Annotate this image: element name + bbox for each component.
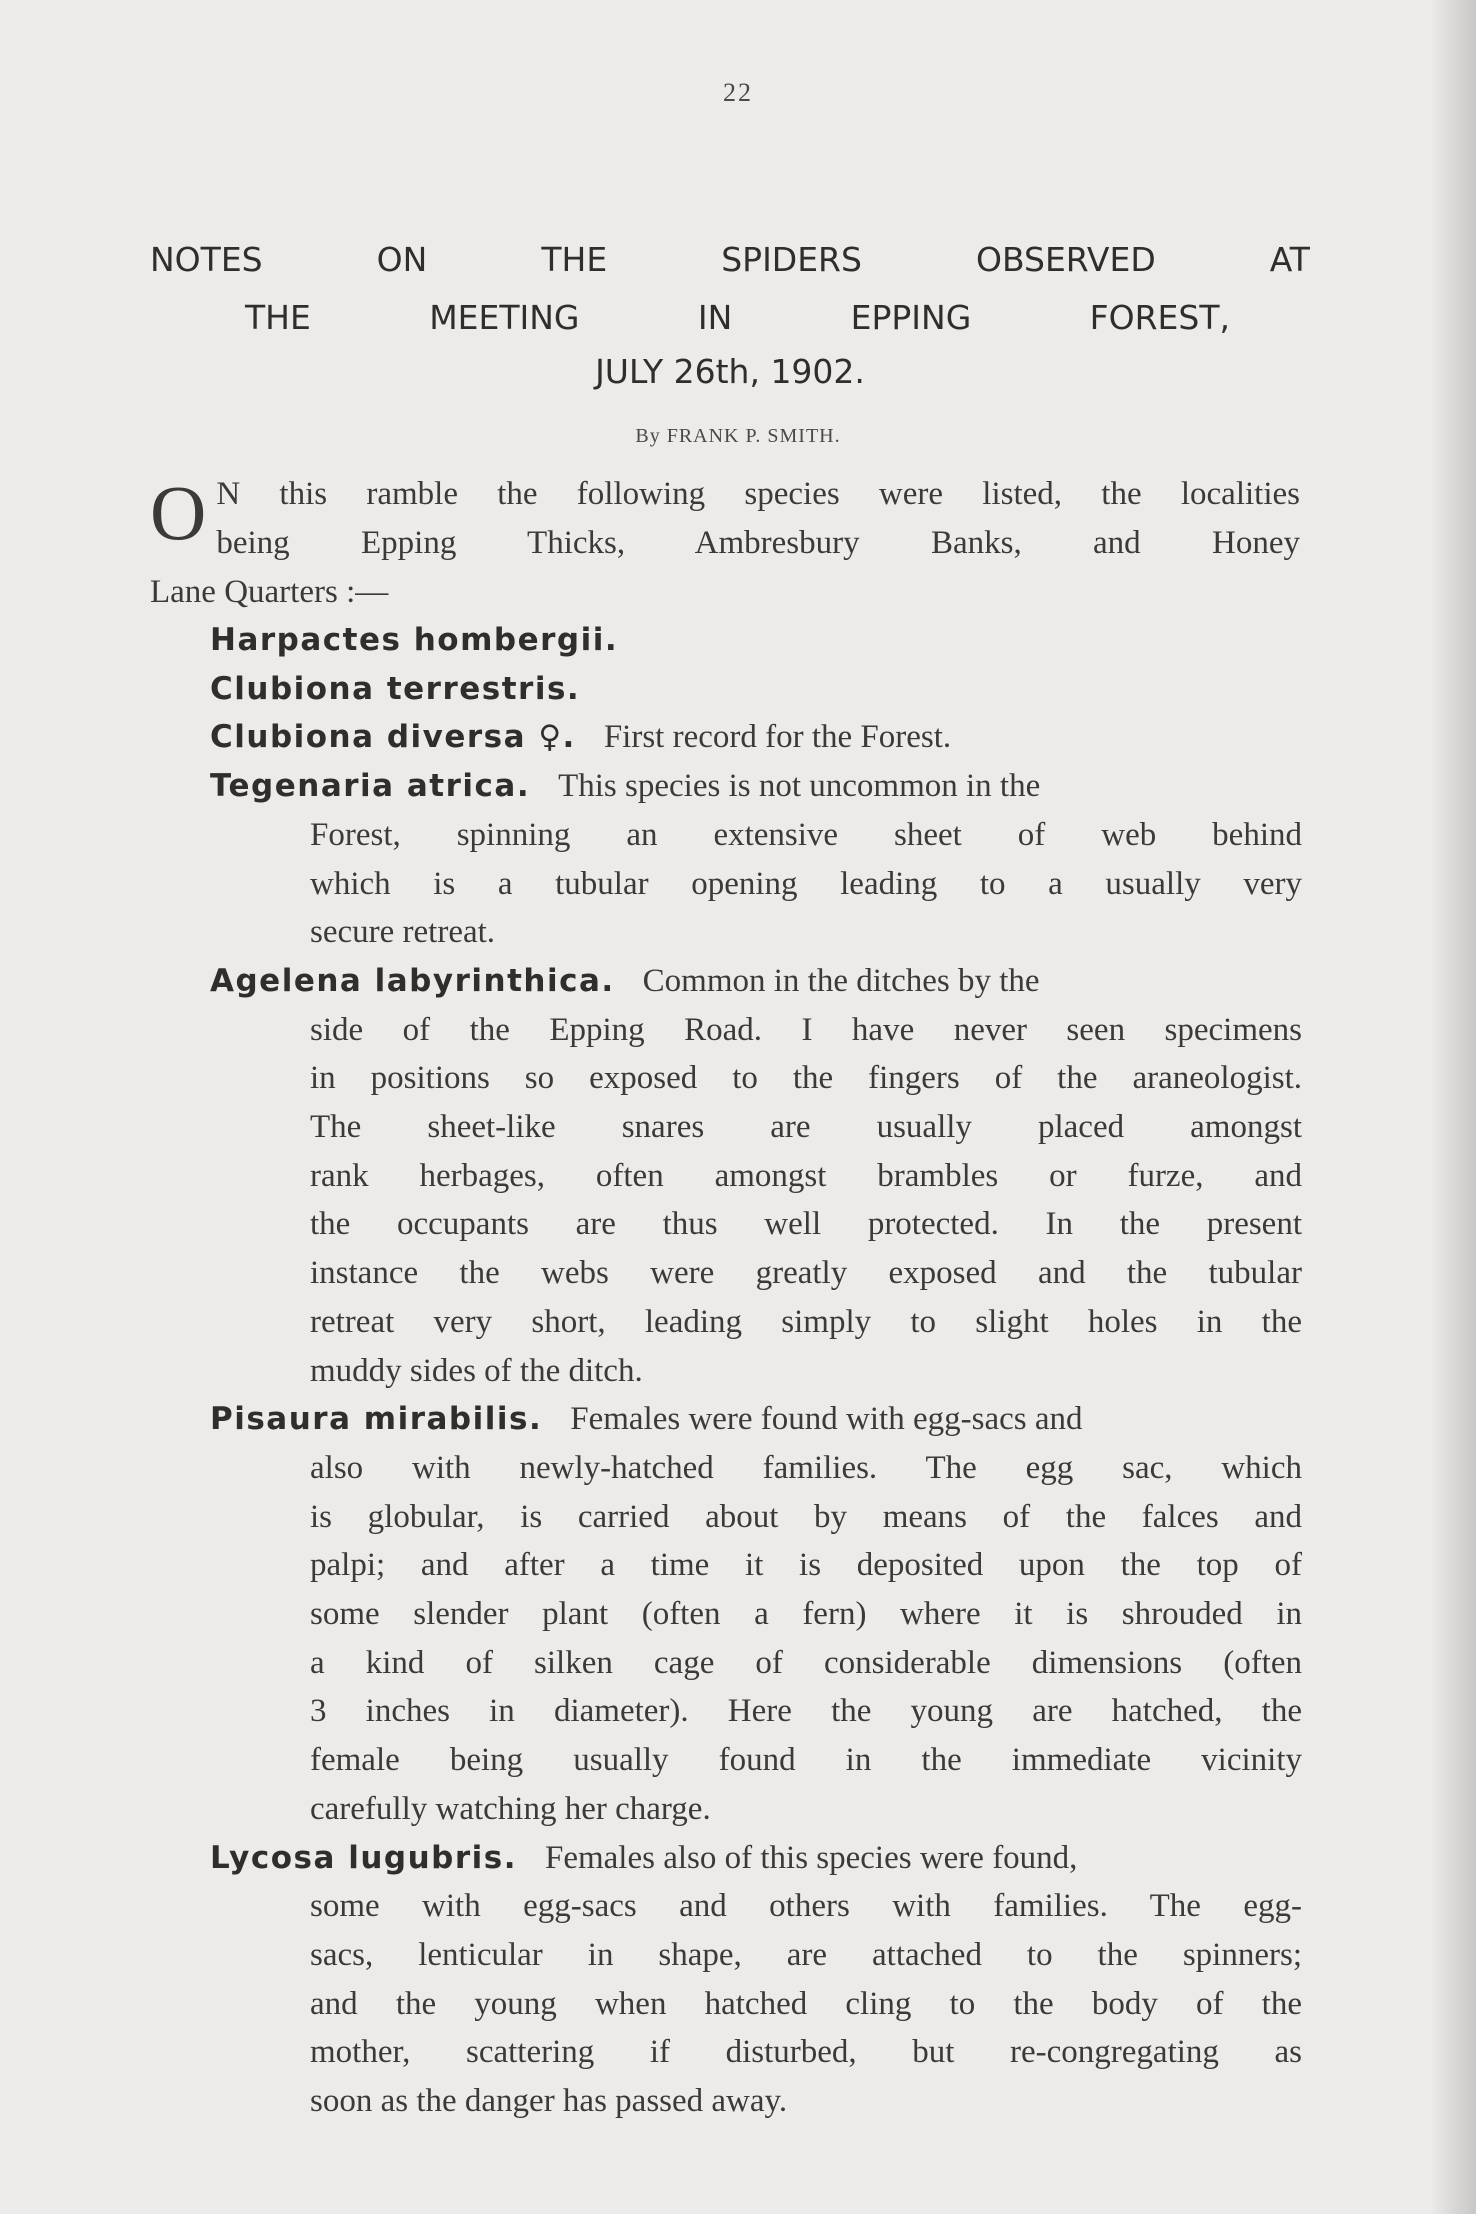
title-line-1 — [150, 240, 1310, 279]
species-text-line: soon as the danger has passed away. — [310, 2083, 788, 2120]
species-text-line: rank herbages, often amongst brambles or furze, and — [310, 1157, 1302, 1194]
species-entry — [210, 1395, 1302, 1833]
title-word: ON — [376, 240, 428, 279]
species-text-line: which is a tubular opening leading to a usually very — [310, 865, 1302, 902]
species-text-line: 3 inches in diameter). Here the young are hatched, the — [310, 1693, 1302, 1730]
species-text-line: in positions so exposed to the fingers of the araneologist. — [310, 1060, 1302, 1097]
species-entry-first-line — [210, 957, 1302, 1006]
species-entry-first-line — [210, 713, 1302, 762]
title-word: AT — [1269, 240, 1310, 279]
species-entry — [210, 1834, 1302, 2126]
species-text-line: the occupants are thus well protected. In the present — [310, 1206, 1302, 1243]
species-text-line: also with newly-hatched families. The egg sac, which — [310, 1449, 1302, 1486]
species-text: Common in the ditches by the — [642, 962, 1040, 999]
species-name: Clubiona diversa ♀. — [210, 719, 576, 756]
species-text-line: secure retreat. — [310, 914, 496, 951]
species-entry-first-line — [210, 616, 1302, 665]
species-text-line: some with egg-sacs and others with families. The egg- — [310, 1888, 1302, 1925]
drop-cap: O — [150, 469, 207, 556]
title-word: THE — [541, 240, 608, 279]
species-text-line: female being usually found in the immediate vicinity — [310, 1742, 1302, 1779]
title-word: IN — [697, 298, 733, 337]
species-list — [210, 616, 1302, 2126]
byline: By FRANK P. SMITH. — [635, 425, 841, 447]
species-text-line: sacs, lenticular in shape, are attached to the spinners; — [310, 1936, 1302, 1973]
species-text-line: palpi; and after a time it is deposited upon the top of — [310, 1547, 1302, 1584]
species-name: Lycosa lugubris. — [210, 1839, 517, 1876]
species-text-line: The sheet-like snares are usually placed amongst — [310, 1109, 1302, 1146]
species-text-line: is globular, is carried about by means of the falces and — [310, 1498, 1302, 1535]
species-name: Harpactes hombergii. — [210, 622, 619, 658]
species-name: Tegenaria atrica. — [210, 768, 531, 805]
species-text: First record for the Forest. — [603, 719, 952, 756]
title-word: EPPING — [850, 298, 972, 337]
title-line-3: JULY 26th, 1902. — [595, 352, 865, 391]
title-word: FOREST, — [1089, 298, 1230, 337]
species-text-line: instance the webs were greatly exposed and the tubular — [310, 1255, 1302, 1292]
title-word: NOTES — [150, 240, 263, 279]
title-word: SPIDERS — [721, 240, 862, 279]
species-text-line: mother, scattering if disturbed, but re-congregating as — [310, 2034, 1302, 2071]
species-text-line: carefully watching her charge. — [310, 1790, 711, 1827]
title-word: THE — [245, 298, 311, 337]
intro-line: N this ramble the following species were listed, the localities — [216, 476, 1300, 512]
species-name: Clubiona terrestris. — [210, 670, 581, 707]
species-text-line: some slender plant (often a fern) where it is shrouded in — [310, 1596, 1302, 1633]
species-text: This species is not uncommon in the — [558, 768, 1041, 805]
intro-line: Lane Quarters :— — [150, 574, 389, 610]
species-text: Females also of this species were found, — [544, 1839, 1078, 1876]
intro-paragraph — [150, 470, 1300, 617]
species-name: Agelena labyrinthica. — [210, 962, 615, 999]
species-entry-first-line — [210, 1395, 1302, 1444]
species-entry — [210, 665, 1302, 714]
title-word: MEETING — [429, 298, 580, 337]
species-entry-first-line — [210, 1834, 1302, 1883]
species-text-line: muddy sides of the ditch. — [310, 1352, 643, 1389]
species-entry-first-line — [210, 762, 1302, 811]
page-gutter-shadow — [1430, 0, 1476, 2214]
species-entry-first-line — [210, 665, 1302, 714]
species-name: Pisaura mirabilis. — [210, 1401, 543, 1438]
page-number: 22 — [723, 78, 753, 107]
species-entry — [210, 713, 1302, 762]
species-entry — [210, 957, 1302, 1395]
species-entry — [210, 616, 1302, 665]
intro-line: being Epping Thicks, Ambresbury Banks, and Honey — [216, 525, 1300, 561]
species-text: Females were found with egg-sacs and — [570, 1401, 1083, 1438]
title-line-2 — [245, 298, 1230, 337]
species-text-line: a kind of silken cage of considerable dimensions (often — [310, 1644, 1302, 1681]
species-text-line: Forest, spinning an extensive sheet of web behind — [310, 816, 1302, 853]
species-entry — [210, 762, 1302, 957]
species-text-line: side of the Epping Road. I have never seen specimens — [310, 1011, 1302, 1048]
species-text-line: and the young when hatched cling to the body of the — [310, 1985, 1302, 2022]
species-text-line: retreat very short, leading simply to slight holes in the — [310, 1303, 1302, 1340]
title-word: OBSERVED — [975, 240, 1156, 279]
